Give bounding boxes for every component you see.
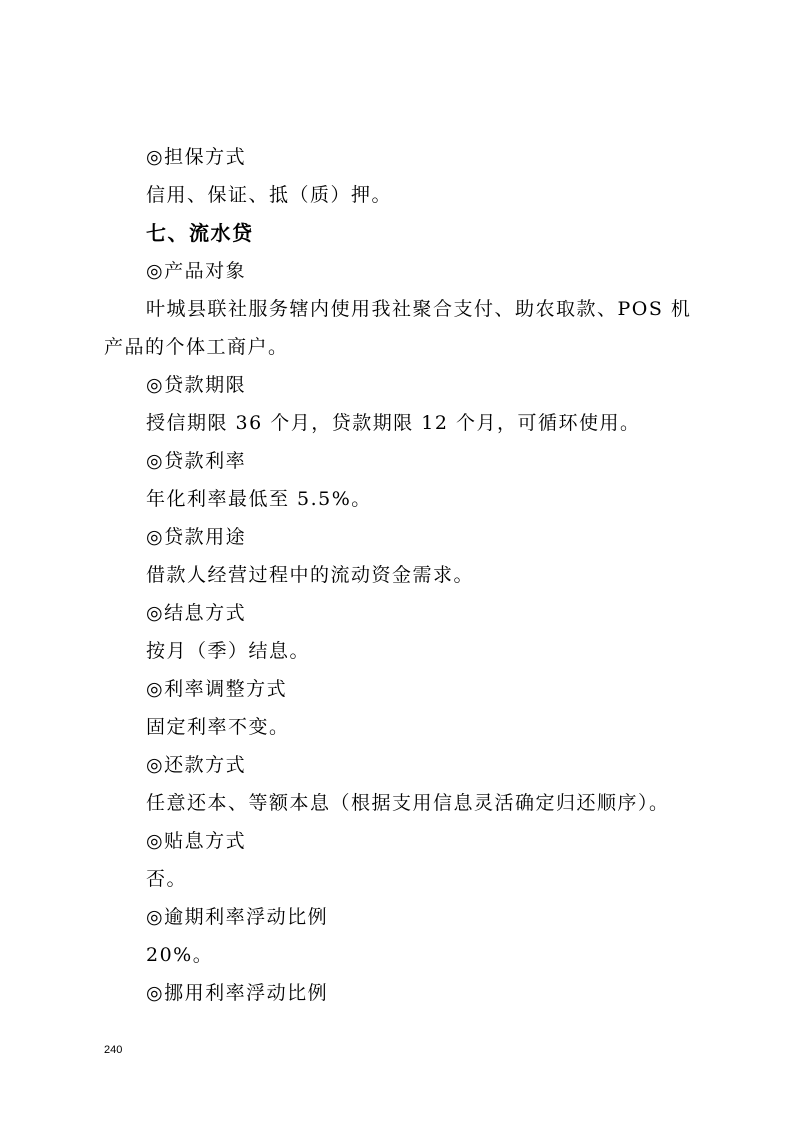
loan-rate-label: ◎贷款利率	[146, 450, 247, 472]
product-target-value-line2: 产品的个体工商户。	[104, 336, 289, 358]
rate-adjustment-label: ◎利率调整方式	[146, 678, 288, 700]
overdue-rate-value: 20%。	[146, 944, 214, 966]
interest-settlement-label: ◎结息方式	[146, 602, 247, 624]
loan-purpose-value: 借款人经营过程中的流动资金需求。	[146, 564, 475, 586]
section-heading-liushuidai: 七、流水贷	[146, 221, 254, 245]
overdue-rate-label: ◎逾期利率浮动比例	[146, 906, 329, 928]
product-target-value-line1: 叶城县联社服务辖内使用我社聚合支付、助农取款、POS 机	[146, 298, 692, 320]
product-target-label: ◎产品对象	[146, 260, 247, 282]
misuse-rate-label: ◎挪用利率浮动比例	[146, 982, 329, 1004]
repayment-method-value: 任意还本、等额本息（根据支用信息灵活确定归还顺序）。	[146, 792, 670, 814]
loan-term-value: 授信期限 36 个月，贷款期限 12 个月，可循环使用。	[146, 412, 641, 434]
guarantee-method-value: 信用、保证、抵（质）押。	[146, 184, 393, 206]
subsidy-method-label: ◎贴息方式	[146, 830, 247, 852]
loan-rate-value: 年化利率最低至 5.5%。	[146, 488, 372, 510]
interest-settlement-value: 按月（季）结息。	[146, 640, 311, 662]
subsidy-method-value: 否。	[146, 868, 188, 890]
repayment-method-label: ◎还款方式	[146, 754, 247, 776]
loan-purpose-label: ◎贷款用途	[146, 526, 247, 548]
rate-adjustment-value: 固定利率不变。	[146, 716, 290, 738]
loan-term-label: ◎贷款期限	[146, 374, 247, 396]
page-number: 240	[104, 1044, 123, 1056]
guarantee-method-label: ◎担保方式	[146, 146, 247, 168]
